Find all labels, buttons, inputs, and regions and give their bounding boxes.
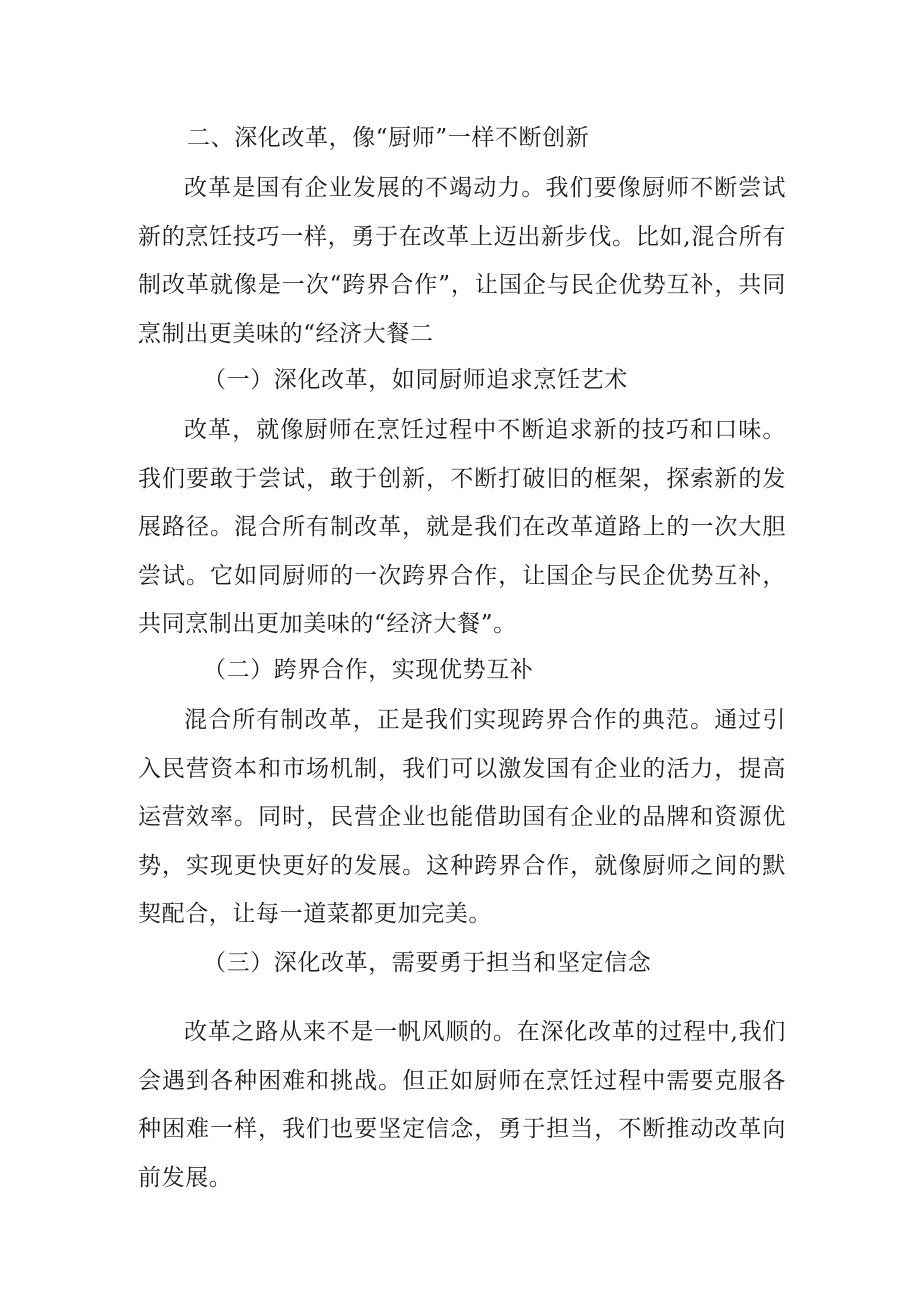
subheading-one: （一）深化改革，如同厨师追求烹饪艺术 — [203, 367, 628, 393]
subheading-three: （三）深化改革，需要勇于担当和坚定信念 — [203, 950, 652, 976]
paragraph-intro: 改革是国有企业发展的不竭动力。我们要像厨师不断尝试新的烹饪技巧一样，勇于在改革上迈出新步伐。比如,混合所有制改革就像是一次“跨界合作”，让国企与民企优势互补，共同烹制出更美味的“经济大餐二 — [138, 175, 786, 347]
paragraph-three: 改革之路从来不是一帆风顺的。在深化改革的过程中,我们会遇到各种困难和挑战。但正如厨师在烹饪过程中需要克服各种困难一样，我们也要坚定信念，勇于担当，不断推动改革向前发展。 — [138, 1019, 786, 1191]
paragraph-two: 混合所有制改革，正是我们实现跨界合作的典范。通过引入民营资本和市场机制，我们可以激发国有企业的活力，提高运营效率。同时，民营企业也能借助国有企业的品牌和资源优势，实现更快更好的发展。这种跨界合作，就像厨师之间的默契配合，让每一道菜都更加完美。 — [138, 707, 786, 927]
section-heading: 二、深化改革，像“厨师”一样不断创新 — [187, 125, 590, 151]
paragraph-one: 改革，就像厨师在烹饪过程中不断追求新的技巧和口味。我们要敢于尝试，敢于创新，不断打破旧的框架，探索新的发展路径。混合所有制改革，就是我们在改革道路上的一次大胆尝试。它如同厨师的一次跨界合作，让国企与民企优势互补，共同烹制出更加美味的“经济大餐”。 — [138, 417, 786, 637]
subheading-two: （二）跨界合作，实现优势互补 — [203, 657, 534, 683]
